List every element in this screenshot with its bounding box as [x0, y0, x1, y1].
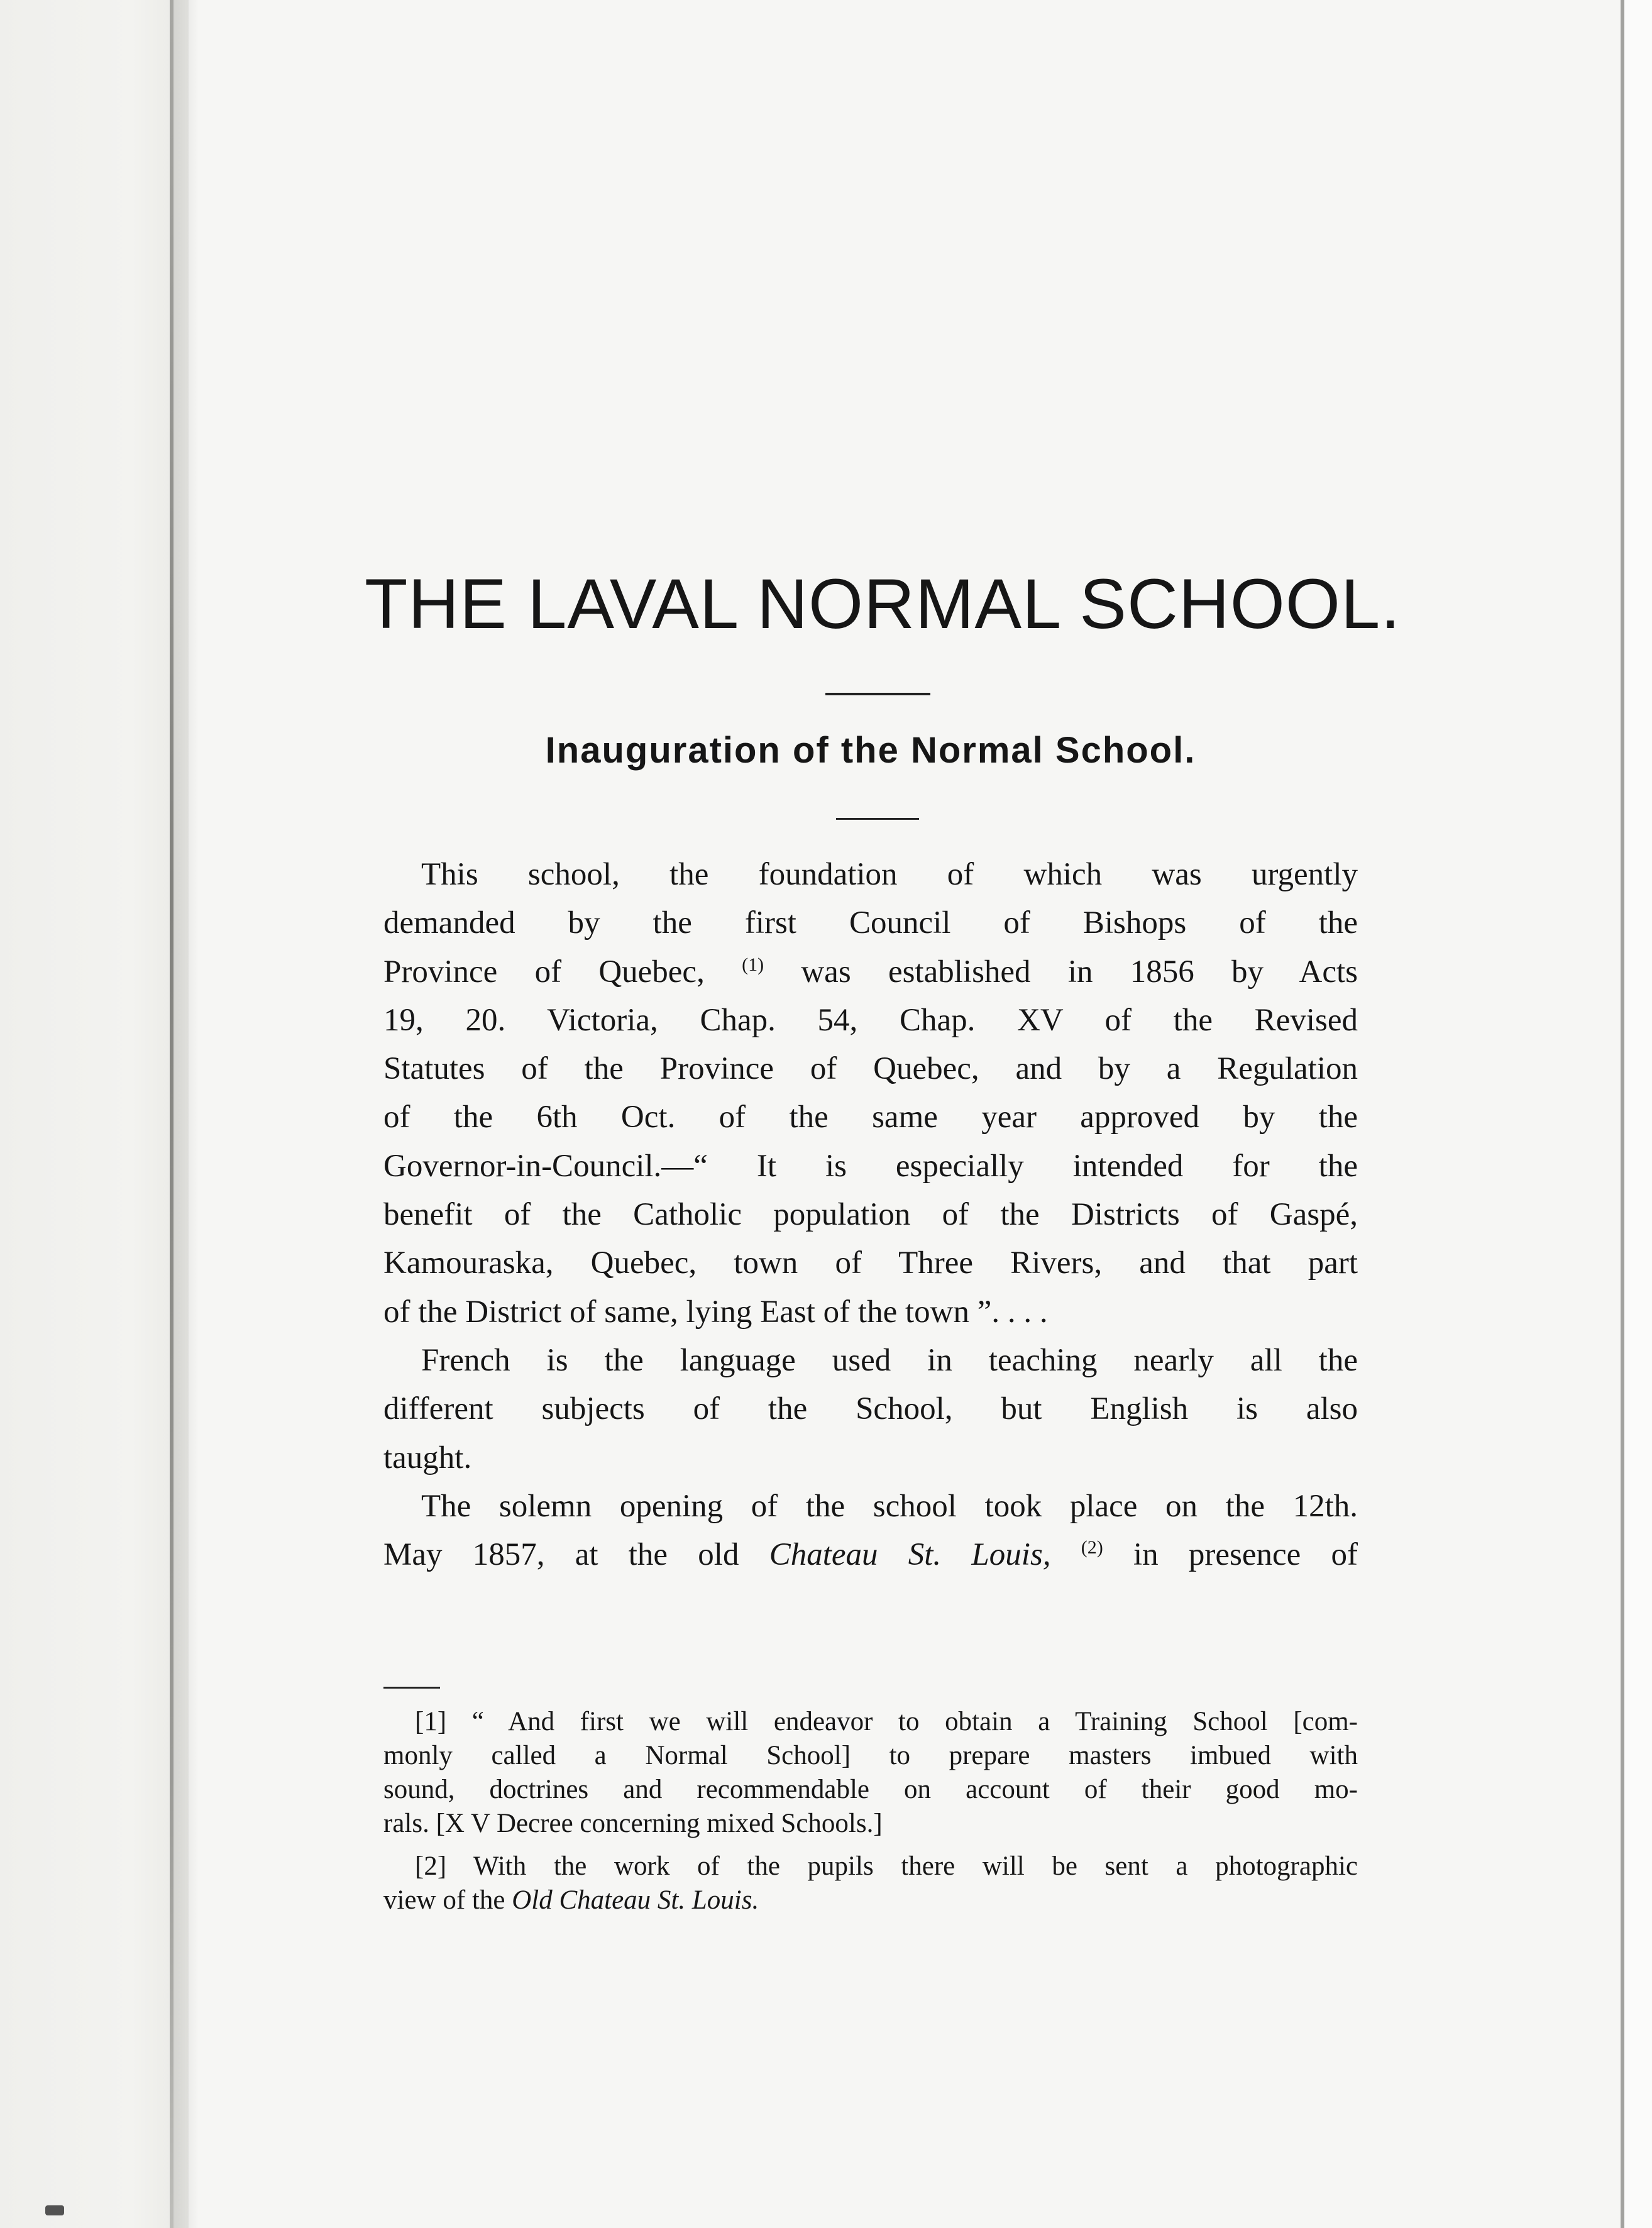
- text-line: benefit of the Catholic population of the Districts of Gaspé,: [383, 1197, 1358, 1233]
- text-segment: May 1857, at the old: [383, 1537, 769, 1573]
- footnote-gap: [383, 1841, 1358, 1850]
- text-line: of the District of same, lying East of the town ”. . . .: [383, 1294, 1048, 1330]
- spine-shadow: [173, 0, 199, 2228]
- text-line: This school, the foundation of which was urgently: [421, 857, 1358, 892]
- footnote-ref-2: (2): [1081, 1537, 1103, 1558]
- footnote-line: [2] With the work of the pupils there will be sent a photographic: [415, 1851, 1358, 1881]
- text-segment: Province of Quebec,: [383, 954, 742, 990]
- footnote-ref-1: (1): [742, 954, 764, 975]
- text-line: Statutes of the Province of Quebec, and by a Regulation: [383, 1051, 1358, 1087]
- footnotes: [383, 1705, 1358, 1917]
- text-line: taught.: [383, 1440, 472, 1475]
- text-segment: in presence of: [1103, 1537, 1358, 1573]
- page-title: THE LAVAL NORMAL SCHOOL.: [365, 565, 1401, 643]
- text-line: of the 6th Oct. of the same year approved by the: [383, 1100, 1358, 1135]
- text-line: French is the language used in teaching nearly all the: [421, 1342, 1358, 1378]
- footnote-rule: [383, 1687, 440, 1689]
- footnote-line: rals. [X V Decree concerning mixed Schools.]: [383, 1809, 883, 1838]
- footnote-line: [1] “ And first we will endeavor to obtain a Training School [com-: [415, 1707, 1358, 1736]
- section-heading: Inauguration of the Normal School.: [545, 730, 1196, 771]
- footnote-line: sound, doctrines and recommendable on account of their good mo-: [383, 1775, 1358, 1804]
- title-rule: [825, 693, 930, 695]
- text-line: [383, 948, 1358, 996]
- text-line: demanded by the first Council of Bishops of the: [383, 905, 1358, 941]
- text-line: Kamouraska, Quebec, town of Three Rivers, and that part: [383, 1245, 1358, 1281]
- text-line: [383, 1531, 1358, 1579]
- footnote-line: [383, 1883, 1358, 1917]
- right-margin-strip: [1624, 0, 1652, 2228]
- text-segment: view of the: [383, 1885, 512, 1915]
- body-text: [383, 851, 1358, 1579]
- text-line: different subjects of the School, but English is also: [383, 1391, 1358, 1427]
- text-line: The solemn opening of the school took place on the 12th.: [421, 1488, 1358, 1524]
- heading-rule: [836, 818, 919, 820]
- scan-artifact-mark: [45, 2205, 64, 2215]
- text-segment: was established in 1856 by Acts: [764, 954, 1358, 990]
- italic-place-name: Old Chateau St. Louis.: [512, 1885, 759, 1915]
- text-line: Governor-in-Council.—“ It is especially intended for the: [383, 1148, 1358, 1184]
- left-gutter: [0, 0, 189, 2228]
- text-line: 19, 20. Victoria, Chap. 54, Chap. XV of the Revised: [383, 1002, 1358, 1038]
- footnote-line: monly called a Normal School] to prepare masters imbued with: [383, 1741, 1358, 1770]
- italic-place-name: Chateau St. Louis,: [769, 1537, 1051, 1573]
